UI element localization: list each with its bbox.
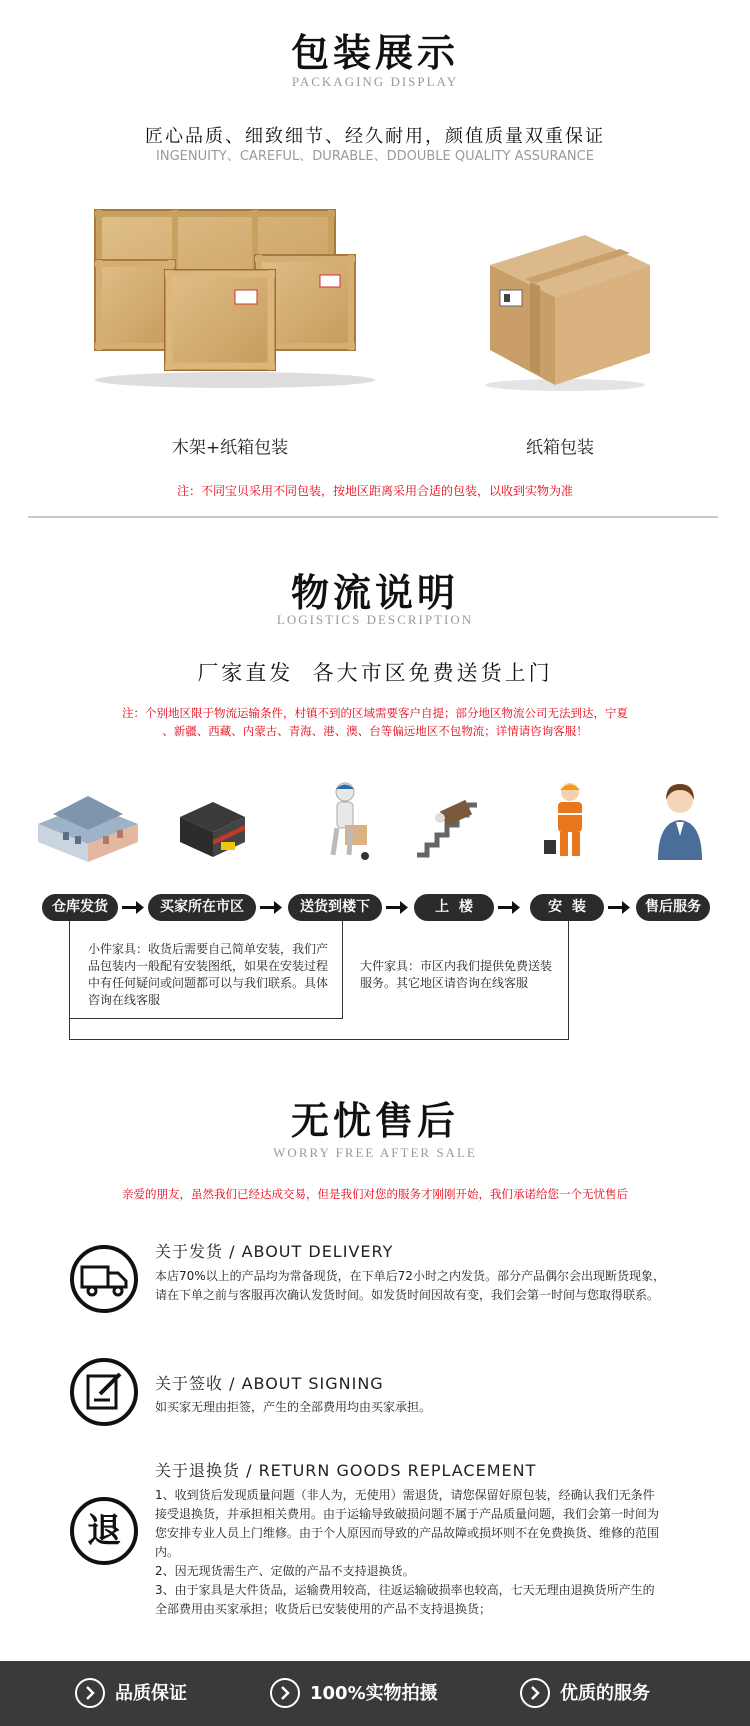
logistics-subtitle: LOGISTICS DESCRIPTION bbox=[276, 612, 474, 627]
logistics-note-line2: 、新疆、西藏、内蒙古、青海、港、澳、台等偏远地区不包物流；详情请咨询客服！ bbox=[162, 724, 588, 738]
chevron-right-icon bbox=[270, 1678, 300, 1708]
return-body bbox=[155, 1486, 715, 1619]
delivery-title: 关于发货 / ABOUT DELIVERY bbox=[155, 1242, 394, 1261]
packaging-slogan: 匠心品质、细致细节、经久耐用，颜值质量双重保证 bbox=[145, 126, 605, 147]
return-title: 关于退换货 / RETURN GOODS REPLACEMENT bbox=[155, 1461, 537, 1480]
arrow-right-icon bbox=[384, 894, 410, 921]
footer-bar bbox=[0, 1661, 750, 1726]
return-line: 您安排专业人员上门维修。由于个人原因而导致的产品故障或损坏则不在免费换货、维修的范围 bbox=[155, 1526, 660, 1540]
arrow-right-icon bbox=[258, 894, 284, 921]
delivery-body bbox=[155, 1267, 715, 1305]
small-note-text: 小件家具：收货后需要自己简单安装，我们产品包装内一般配有安装图纸，如果在安装过程中有任何疑问或问题都可以与我们联系。具体咨询在线客服 bbox=[88, 942, 329, 1007]
return-line: 接受退换货，并承担相关费用。由于运输导致破损问题不属于产品质量问题，我们会第一时间为 bbox=[155, 1507, 660, 1521]
return-line: 全部费用由买家承担；收货后已安装使用的产品不支持退换货； bbox=[155, 1602, 492, 1616]
return-line: 3、由于家具是大件货品，运输费用较高，往返运输破损率也较高，七天无理由退换货所产生的 bbox=[155, 1583, 655, 1597]
arrow-right-icon bbox=[606, 894, 632, 921]
aftersale-intro: 亲爱的朋友，虽然我们已经达成交易，但是我们对您的服务才刚刚开始，我们承诺给您一个无忧售后 bbox=[122, 1187, 628, 1201]
packaging-subtitle: PACKAGING DISPLAY bbox=[291, 74, 459, 89]
city-store-icon bbox=[175, 792, 250, 862]
logistics-note-line1: 注：个别地区限于物流运输条件，村镇不到的区域需要客户自提；部分地区物流公司无法到达，宁夏 bbox=[122, 706, 628, 720]
service-agent-icon bbox=[650, 780, 710, 865]
packaging-slogan-en: INGENUITY、CAREFUL、DURABLE、DDOUBLE QUALITY ASSURANCE bbox=[156, 149, 594, 164]
return-line: 2、因无现货需生产、定做的产品不支持退换货。 bbox=[155, 1564, 415, 1578]
delivery-man-icon bbox=[315, 780, 375, 865]
chevron-right-icon bbox=[75, 1678, 105, 1708]
cardboard-caption: 纸箱包装 bbox=[526, 438, 594, 458]
aftersale-subtitle: WORRY FREE AFTER SALE bbox=[273, 1145, 477, 1160]
large-note-text: 大件家具：市区内我们提供免费送装服务。其它地区请咨询在线客服 bbox=[360, 959, 553, 990]
signing-line: 如买家无理由拒签，产生的全部费用均由买家承担。 bbox=[155, 1400, 432, 1414]
warehouse-icon bbox=[33, 784, 143, 864]
cardboard-box-image bbox=[470, 225, 660, 395]
wooden-crate-caption: 木架+纸箱包装 bbox=[171, 438, 289, 458]
signing-title: 关于签收 / ABOUT SIGNING bbox=[155, 1374, 384, 1393]
packaging-note: 注：不同宝贝采用不同包装，按地区距离采用合适的包装，以收到实物为准 bbox=[176, 484, 573, 498]
section-divider bbox=[28, 516, 718, 518]
step-install: 安 装 bbox=[530, 894, 604, 921]
packaging-title: 包装展示 bbox=[290, 30, 459, 75]
footer-label: 品质保证 bbox=[115, 1683, 187, 1704]
step-downstairs: 送货到楼下 bbox=[288, 894, 382, 921]
signing-body bbox=[155, 1398, 715, 1417]
step-city: 买家所在市区 bbox=[148, 894, 256, 921]
truck-icon bbox=[70, 1245, 138, 1313]
installer-icon bbox=[540, 780, 600, 865]
aftersale-title: 无忧售后 bbox=[290, 1098, 459, 1143]
wooden-crates-image bbox=[85, 200, 375, 390]
return-icon: 退 bbox=[70, 1497, 138, 1565]
logistics-slogan: 厂家直发 各大市区免费送货上门 bbox=[197, 661, 553, 685]
return-line: 1、收到货后发现质量问题（非人为，无使用）需退货，请您保留好原包装，经确认我们无条件 bbox=[155, 1488, 655, 1502]
small-note-box bbox=[69, 921, 343, 1019]
delivery-line: 本店70%以上的产品均为常备现货，在下单后72小时之内发货。部分产品偶尔会出现断货现象， bbox=[155, 1269, 665, 1283]
delivery-line: 请在下单之前与客服再次确认发货时间。如发货时间因故有变，我们会第一时间与您取得联系。 bbox=[155, 1288, 660, 1302]
chevron-right-icon bbox=[520, 1678, 550, 1708]
signing-icon bbox=[70, 1358, 138, 1426]
footer-label: 100%实物拍摄 bbox=[310, 1683, 438, 1704]
logistics-title: 物流说明 bbox=[290, 570, 459, 615]
footer-label: 优质的服务 bbox=[560, 1683, 650, 1704]
return-line: 内。 bbox=[155, 1545, 180, 1559]
arrow-right-icon bbox=[120, 894, 146, 921]
arrow-right-icon bbox=[496, 894, 522, 921]
stairs-icon bbox=[412, 790, 487, 860]
step-warehouse: 仓库发货 bbox=[42, 894, 118, 921]
step-upstairs: 上 楼 bbox=[414, 894, 494, 921]
step-aftersale: 售后服务 bbox=[636, 894, 710, 921]
